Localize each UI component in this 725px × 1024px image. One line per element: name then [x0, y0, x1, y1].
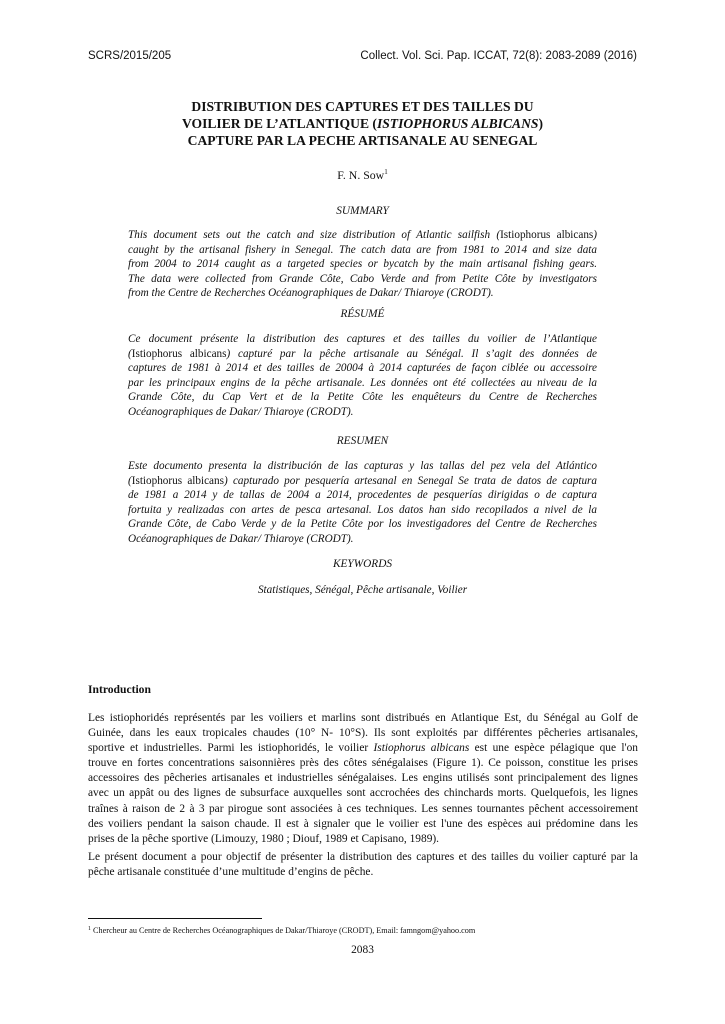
summary-heading: SUMMARY — [336, 205, 389, 217]
resume-line: Grande Côte, du Cap Vert et de la Petite Côte les enquêteurs du Centre de Recherches — [128, 391, 597, 404]
resume-line: Ce document présente la distribution des captures et des tailles du voilier de l’Atlantique — [128, 333, 597, 345]
body-line: avec un appât ou des lignes de subsurface auxquelles sont accrochées des chinchards morts. Quelquefois, les lignes — [88, 787, 638, 800]
introduction-heading: Introduction — [88, 683, 151, 696]
introduction-paragraph-1 — [88, 711, 638, 847]
title-line-1: DISTRIBUTION DES CAPTURES ET DES TAILLES DU — [191, 99, 534, 114]
body-text-part: sportive et industrielles. Parmi les istiophoridés, le voilier — [88, 742, 374, 755]
author-footnote-mark: 1 — [384, 168, 388, 176]
body-line: traînes à raison de 2 à 3 par pirogue sont associées à ces techniques. Les sennes tournantes pêchent accessoirement — [88, 802, 638, 815]
summary-species: Istiophorus albicans — [500, 229, 594, 241]
paper-title — [88, 98, 637, 149]
author — [88, 168, 637, 183]
resume-species: Istiophorus albicans — [131, 347, 227, 360]
resume-line: par les principaux engins de la pêche artisanale. Les données ont été collectées au niveau de la — [128, 376, 597, 389]
summary-line: from the Centre de Recherches Océanographiques de Dakar/ Thiaroye (CRODT). — [128, 287, 494, 300]
resumen-line: de 1981 a 2014 y de tallas de 2004 a 2014, procedentes de pesquerías dirigidas o de captura — [128, 489, 597, 502]
keywords-heading: KEYWORDS — [333, 558, 392, 570]
report-code: SCRS/2015/205 — [88, 50, 172, 62]
title-line-2 — [88, 115, 637, 132]
body-text-part: est une espèce pélagique que l'on — [469, 742, 638, 755]
body-line — [88, 741, 638, 756]
resume-text-part: ( — [128, 347, 132, 360]
body-line: prises de la pêche sportive (Limouzy, 1980 ; Diouf, 1989 et Capisano, 1989). — [88, 832, 440, 845]
resume-line: captures de 1981 à 2014 et des tailles de 20004 à 2014 capturées de façon ciblée ou accessoire — [128, 362, 597, 375]
body-line: Guinée, dans les eaux tropicales chaudes (10° N- 10°S). Ils sont exploités par différentes pêcheries artisanales, — [88, 727, 638, 740]
resumen-text — [128, 459, 597, 547]
resume-text-part: ) capturé par la pêche artisanale au Sénégal. Il s’agit des données de — [226, 347, 598, 360]
body-line: Le présent document a pour objectif de présenter la distribution des captures et des tailles du voilier capturé par la — [88, 851, 638, 863]
title-line-2-close: ) — [538, 116, 544, 131]
body-line: pêche artisanale constituée d’une multitude d’engins de pêche. — [88, 866, 374, 879]
body-line: accessoires des pêcheries artisanales et industrielles sénégalaises. Les engins utilisés sont principalement des lignes — [88, 772, 638, 785]
resumen-line: fortuita y realizadas con artes de pesca artesanal. Los datos han sido recopilados a nivel de la — [128, 503, 597, 516]
footnote-mark: 1 — [88, 926, 91, 932]
keywords-list: Statistiques, Sénégal, Pêche artisanale, Voilier — [257, 584, 468, 596]
body-line: trouve en fortes concentrations saisonnières près des côtes sénégalaises (Figure 1). Ce poisson, constitue les prises — [88, 757, 638, 770]
introduction-paragraph-2 — [88, 850, 638, 880]
journal-citation: Collect. Vol. Sci. Pap. ICCAT, 72(8): 2083-2089 (2016) — [360, 50, 637, 62]
resume-heading: RÉSUMÉ — [340, 308, 385, 320]
resumen-line: Grande Côte, de Cabo Verde y de la Petite Côte por los investigadores del Centre de Recherches — [128, 518, 597, 531]
summary-line — [128, 228, 597, 243]
summary-line: caught by the artisanal fishery in Senegal. The catch data are from 1981 to 2014 and size data — [128, 243, 597, 256]
resume-text — [128, 332, 597, 420]
resumen-species: Istiophorus albicans — [131, 474, 224, 487]
body-line: des voiliers pendant la saison chaude. Il est à signaler que le voilier est l'une des espèces aui prédomine dans les — [88, 817, 638, 830]
title-line-2-text: VOILIER DE L’ATLANTIQUE ( — [181, 116, 377, 131]
page-number: 2083 — [351, 944, 374, 956]
body-species: Istiophorus albicans — [373, 742, 470, 755]
summary-text — [128, 228, 597, 301]
resumen-line: Océanographiques de Dakar/ Thiaroye (CRODT). — [128, 532, 354, 545]
resumen-heading: RESUMEN — [336, 435, 389, 447]
resumen-line — [128, 474, 597, 489]
title-species: ISTIOPHORUS ALBICANS — [376, 116, 539, 131]
title-line-3: CAPTURE PAR LA PECHE ARTISANALE AU SENEGAL — [187, 133, 538, 148]
summary-line: from 2004 to 2014 caught as a targeted species or bycatch by the main artisanal fishing gears. — [128, 258, 597, 271]
summary-line: The data were collected from Grande Côte, Cabo Verde and from Petite Côte by investigators — [128, 272, 597, 285]
footnote-divider — [88, 918, 262, 919]
resumen-text-part: ) capturado por pesquería artesanal en Senegal Se trata de datos de captura — [223, 474, 597, 487]
body-line: Les istiophoridés représentés par les voiliers et marlins sont distribués en Atlantique Est, du Sénégal au Golf de — [88, 712, 638, 724]
summary-text-part: ) — [593, 229, 598, 241]
resumen-line: Este documento presenta la distribución de las capturas y las tallas del pez vela del Atlántico — [128, 460, 597, 472]
resume-line: Océanographiques de Dakar/ Thiaroye (CRODT). — [128, 405, 354, 418]
resumen-text-part: ( — [128, 474, 132, 487]
footnote — [88, 926, 475, 935]
summary-text-part: This document sets out the catch and size distribution of Atlantic sailfish ( — [128, 229, 501, 241]
resume-line — [128, 347, 597, 362]
footnote-text: Chercheur au Centre de Recherches Océanographiques de Dakar/Thiaroye (CRODT), Email: famngom@yahoo.com — [91, 926, 476, 935]
author-name: F. N. Sow — [337, 168, 385, 182]
